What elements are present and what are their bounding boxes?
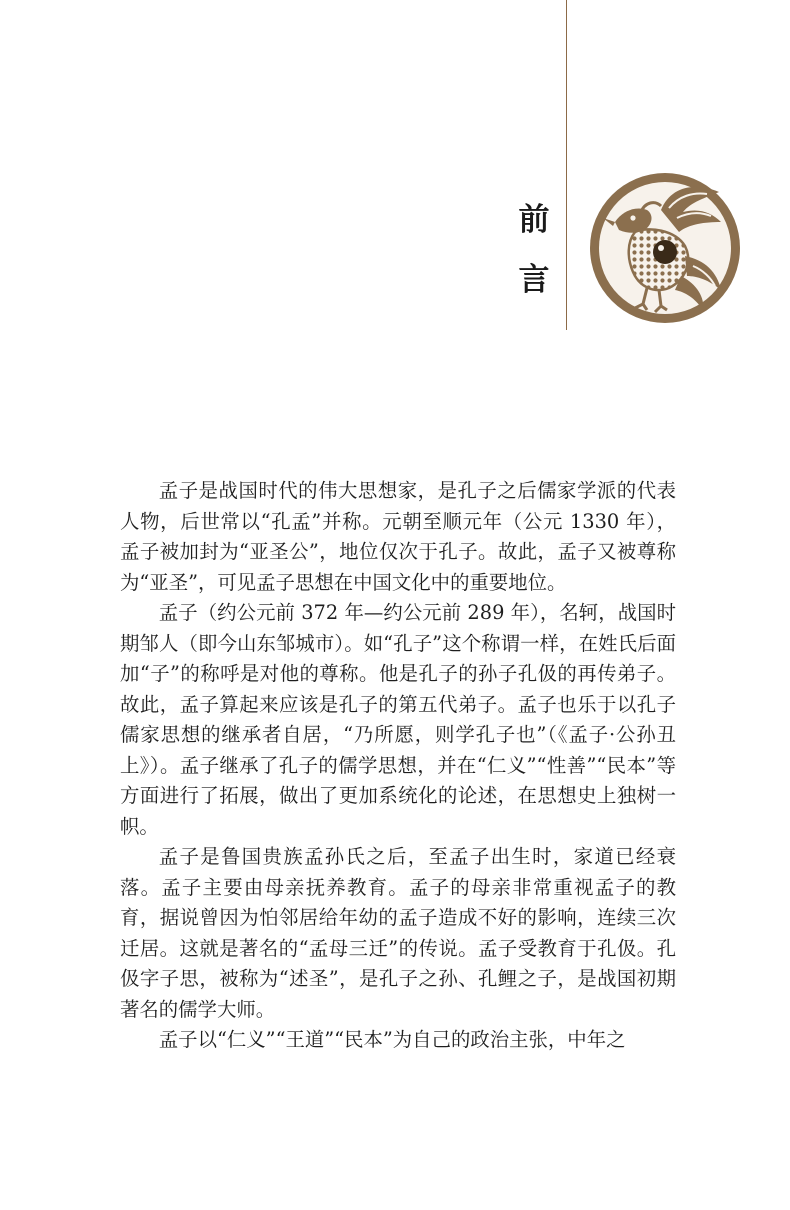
phoenix-seal-icon <box>589 172 741 324</box>
vertical-rule <box>566 0 567 330</box>
paragraph-4: 孟子以“仁义”“王道”“民本”为自己的政治主张，中年之 <box>158 1028 626 1051</box>
paragraph-1: 孟子是战国时代的伟大思想家，是孔子之后儒家学派的代表人物，后世常以“孔孟”并称。元朝至顺元年（公元 1330 年），孟子被加封为“亚圣公”，地位仅次于孔子。故此，孟子又被尊称为“亚圣”，可见孟子思想在中国文化中的重要地位。 <box>120 479 676 594</box>
preface-body <box>120 476 676 1056</box>
heading-char-1: 前 <box>518 202 550 238</box>
heading-char-2: 言 <box>518 262 550 298</box>
paragraph-3: 孟子是鲁国贵族孟孙氏之后，至孟子出生时，家道已经衰落。孟子主要由母亲抚养教育。孟子的母亲非常重视孟子的教育，据说曾因为怕邻居给年幼的孟子造成不好的影响，连续三次迁居。这就是著名的“孟母三迁”的传说。孟子受教育于孔伋。孔伋字子思，被称为“述圣”，是孔子之孙、孔鲤之子，是战国初期著名的儒学大师。 <box>120 845 676 1021</box>
paragraph-2: 孟子（约公元前 372 年—约公元前 289 年），名轲，战国时期邹人（即今山东邹城市）。如“孔子”这个称谓一样，在姓氏后面加“子”的称呼是对他的尊称。他是孔子的孙子孔伋的再传弟子。故此，孟子算起来应该是孔子的第五代弟子。孟子也乐于以孔子儒家思想的继承者自居，“乃所愿，则学孔子也”（《孟子·公孙丑上》）。孟子继承了孔子的儒学思想，并在“仁义”“性善”“民本”等方面进行了拓展，做出了更加系统化的论述，在思想史上独树一帜。 <box>120 601 676 838</box>
